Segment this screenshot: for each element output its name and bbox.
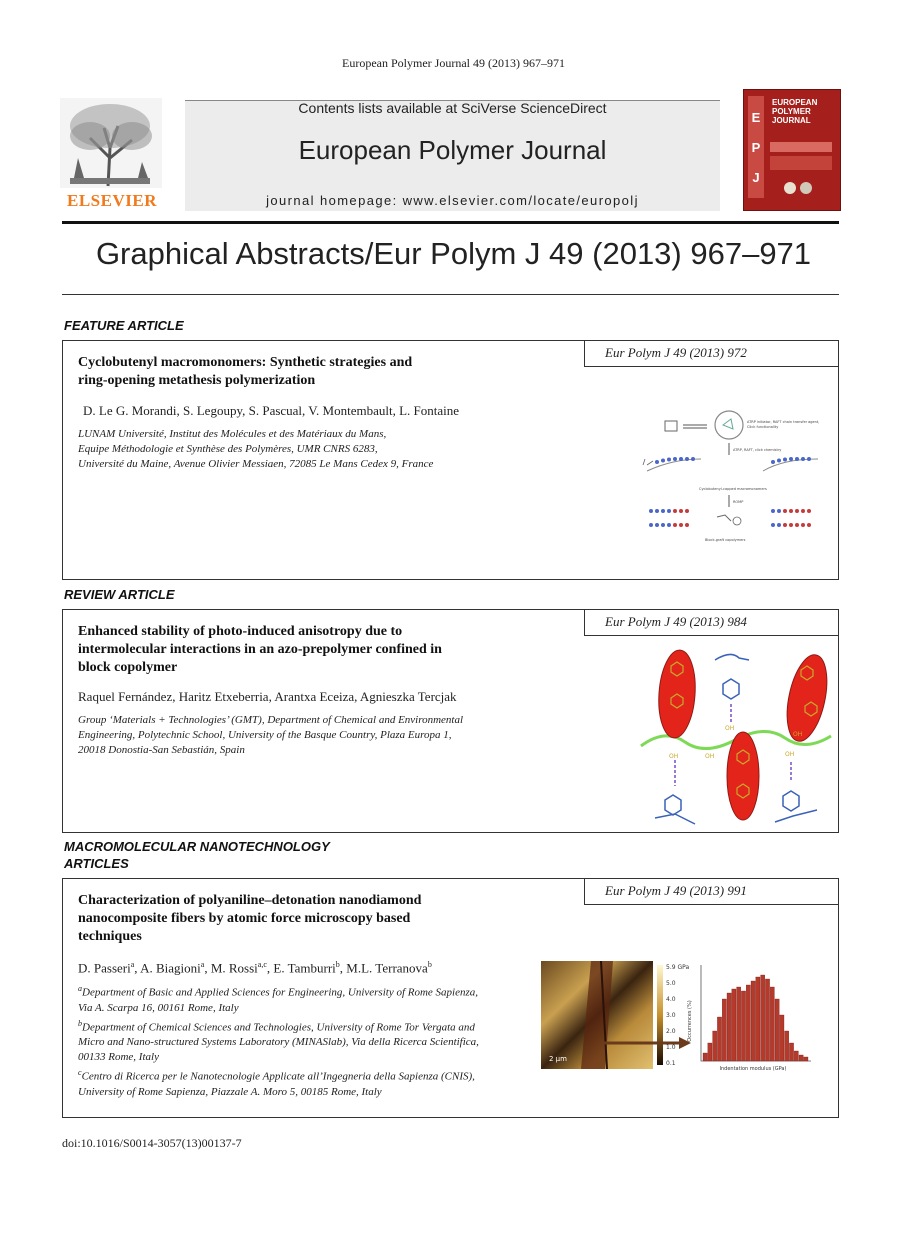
hist-bar [799, 1055, 803, 1061]
affiliation-line: LUNAM Université, Institut des Molécules et des Matériaux du Mans, [78, 428, 387, 440]
article-title-line: Characterization of polyaniline–detonation nanodiamond [78, 893, 422, 908]
macromonomer-chains [643, 457, 818, 471]
cover-title-line: JOURNAL [772, 116, 811, 125]
title-rule [62, 294, 839, 295]
svg-text:J: J [752, 170, 760, 185]
article-title-line: ring-opening metathesis polymerization [78, 373, 316, 388]
author-name: M.L. Terranova [346, 960, 428, 976]
svg-text:OH: OH [669, 753, 679, 760]
hist-bar [722, 999, 726, 1061]
author-name: A. Biagioni [140, 960, 201, 976]
colorbar-tick-label: 0.1 [666, 1060, 676, 1067]
doi[interactable]: doi:10.1016/S0014-3057(13)00137-7 [62, 1136, 242, 1150]
hist-bar [703, 1053, 707, 1061]
article-title-line: block copolymer [78, 660, 178, 675]
svg-text:Block-graft copolymers: Block-graft copolymers [705, 538, 746, 542]
article-affiliation [78, 427, 568, 472]
header-rule [62, 221, 839, 224]
affiliation-b: $^b$Department of Chemical Sciences and Technologies, University of Rome Tor Vergata and [78, 1018, 475, 1034]
article-authors: D. Le G. Morandi, S. Legoupy, S. Pascual, V. Montembault, L. Fontaine [83, 403, 460, 418]
svg-text:Cyclobutenyl-capped macromonom: Cyclobutenyl-capped macromonomers [699, 487, 767, 491]
colorbar-labels [666, 964, 689, 1067]
svg-text:ATRP initiator, RAFT chain tra: ATRP initiator, RAFT chain transfer agent, [747, 420, 820, 424]
colorbar-tick-label: 1.0 [666, 1044, 676, 1051]
article-title[interactable] [78, 623, 568, 677]
svg-text:E: E [751, 110, 761, 125]
hist-bar [770, 987, 774, 1061]
hist-bar [785, 1031, 789, 1061]
article-ref[interactable]: Eur Polym J 49 (2013) 984 [584, 610, 838, 636]
hist-bar [765, 979, 769, 1061]
hist-bar [746, 985, 750, 1061]
hist-bar [761, 975, 765, 1061]
svg-text:ATRP, RAFT, click chemistry: ATRP, RAFT, click chemistry [733, 448, 782, 452]
hist-bar [741, 991, 745, 1061]
page-title: Graphical Abstracts/Eur Polym J 49 (2013) 967–971 [95, 236, 812, 271]
affiliation-line: 20018 Donostia-San Sebastián, Spain [78, 744, 245, 756]
affiliation-line: Group ‘Materials + Technologies’ (GMT), Department of Chemical and Environmental [78, 714, 464, 726]
svg-text:OH: OH [705, 753, 715, 760]
article-box-nanotech [62, 878, 839, 1118]
section-label-nanotech [64, 838, 330, 872]
article-affiliations [78, 981, 528, 1100]
author-sup: a,c [257, 960, 267, 969]
hist-bar [751, 981, 755, 1061]
affiliation-line: Micro and Nano-structured Systems Laboratory (MINASlab), Via della Ricerca Scientifica, [78, 1036, 479, 1049]
svg-text:OH: OH [793, 731, 803, 738]
affiliation-line: Université du Maine, Avenue Olivier Messiaen, 72085 Le Mans Cedex 9, France [78, 458, 434, 470]
author-sup: b [335, 960, 340, 969]
svg-text:P: P [751, 140, 761, 155]
hist-bar [794, 1051, 798, 1061]
colorbar [657, 965, 663, 1065]
section-label-line: MACROMOLECULAR NANOTECHNOLOGY [64, 839, 330, 854]
author-sup: b [427, 960, 432, 969]
article-affiliation [78, 713, 568, 758]
graphical-abstract-afm [541, 961, 833, 1073]
author-sup: a [130, 960, 135, 969]
graphical-abstract-scheme [633, 403, 833, 553]
svg-text:ROMP: ROMP [733, 500, 744, 504]
article-ref[interactable]: Eur Polym J 49 (2013) 972 [584, 341, 838, 367]
histogram [701, 965, 811, 1061]
article-authors: Raquel Fernández, Haritz Etxeberria, Arantxa Eceiza, Agnieszka Tercjak [78, 689, 457, 704]
author-sup: a [200, 960, 205, 969]
affiliation-a: $^a$Department of Basic and Applied Sciences for Engineering, University of Rome Sapienza, [78, 984, 479, 999]
article-box-review [62, 609, 839, 833]
article-title[interactable] [78, 892, 568, 946]
hist-bar [727, 993, 731, 1061]
affiliation-line: 00133 Rome, Italy [78, 1051, 159, 1064]
cover-title-line: EUROPEAN [772, 98, 818, 107]
article-title-line: intermolecular interactions in an azo-prepolymer confined in [78, 642, 442, 657]
scale-label: 2 µm [549, 1055, 567, 1063]
journal-banner [185, 100, 720, 211]
hist-bar [713, 1031, 717, 1061]
article-authors: D. Passeri$^a$, A. Biagioni$^a$, M. Rossi$^{a,c}$, E. Tamburri$^b$, M.L. Terranova$^b$ [78, 960, 432, 976]
affiliation-line: University of Rome Sapienza, Piazzale A. Moro 5, 00185 Rome, Italy [78, 1085, 382, 1098]
section-label-review: REVIEW ARTICLE [64, 587, 175, 602]
colorbar-tick-label: 2.0 [666, 1028, 676, 1035]
running-head: European Polymer Journal 49 (2013) 967–971 [342, 56, 565, 70]
svg-text:OH: OH [725, 725, 735, 732]
svg-text:OH: OH [785, 751, 795, 758]
article-title-line: Cyclobutenyl macromonomers: Synthetic strategies and [78, 355, 413, 370]
section-label-line: ARTICLES [64, 856, 129, 871]
hist-bar [708, 1043, 712, 1061]
colorbar-tick-label: 4.0 [666, 996, 676, 1003]
svg-text:Click functionality: Click functionality [747, 425, 779, 429]
hist-bar [756, 977, 760, 1061]
article-ref[interactable]: Eur Polym J 49 (2013) 991 [584, 879, 838, 905]
author-name: E. Tamburri [273, 960, 336, 976]
hist-bar [737, 987, 741, 1061]
affiliation-line: Equipe Méthodologie et Synthèse des Polymères, UMR CNRS 6283, [78, 443, 378, 455]
hist-bar [717, 1017, 721, 1061]
colorbar-tick-label: 5.9 GPa [666, 964, 690, 971]
hist-bar [789, 1043, 793, 1061]
article-title-line: techniques [78, 929, 142, 944]
article-title-line: Enhanced stability of photo-induced anisotropy due to [78, 624, 403, 639]
author-name: D. Passeri [78, 960, 131, 976]
publisher-wordmark: ELSEVIER [67, 191, 157, 210]
journal-cover [743, 89, 841, 211]
affiliation-line: Engineering, Polytechnic School, University of the Basque Country, Plaza Europa 1, [78, 729, 452, 741]
hist-bar [780, 1015, 784, 1061]
hist-bar [775, 999, 779, 1061]
article-title[interactable] [78, 354, 568, 390]
contents-line: Contents lists available at SciVerse ScienceDirect [298, 100, 607, 116]
colorbar-tick-label: 5.0 [666, 980, 676, 987]
hist-ylabel: Occurrences (%) [687, 1000, 693, 1042]
article-box-feature [62, 340, 839, 580]
hist-bar [804, 1057, 808, 1061]
journal-homepage[interactable]: journal homepage: www.elsevier.com/locate/europolj [266, 193, 639, 208]
journal-name: European Polymer Journal [298, 135, 607, 165]
cover-title-line: POLYMER [772, 107, 811, 116]
graft-copolymers [649, 509, 811, 527]
hist-bar [732, 989, 736, 1061]
section-label-feature: FEATURE ARTICLE [64, 318, 184, 333]
affiliation-c: $^c$Centro di Ricerca per le Nanotecnologie Applicate all’Ingegneria della Sapienza (CNIS), [78, 1068, 475, 1083]
colorbar-tick-label: 3.0 [666, 1012, 676, 1019]
graphical-abstract-azo [635, 646, 835, 828]
affiliation-line: Via A. Scarpa 16, 00161 Rome, Italy [78, 1001, 239, 1014]
author-name: M. Rossi [210, 960, 258, 976]
hist-xlabel: Indentation modulus (GPa) [719, 1066, 787, 1072]
article-title-line: nanocomposite fibers by atomic force microscopy based [78, 911, 411, 926]
